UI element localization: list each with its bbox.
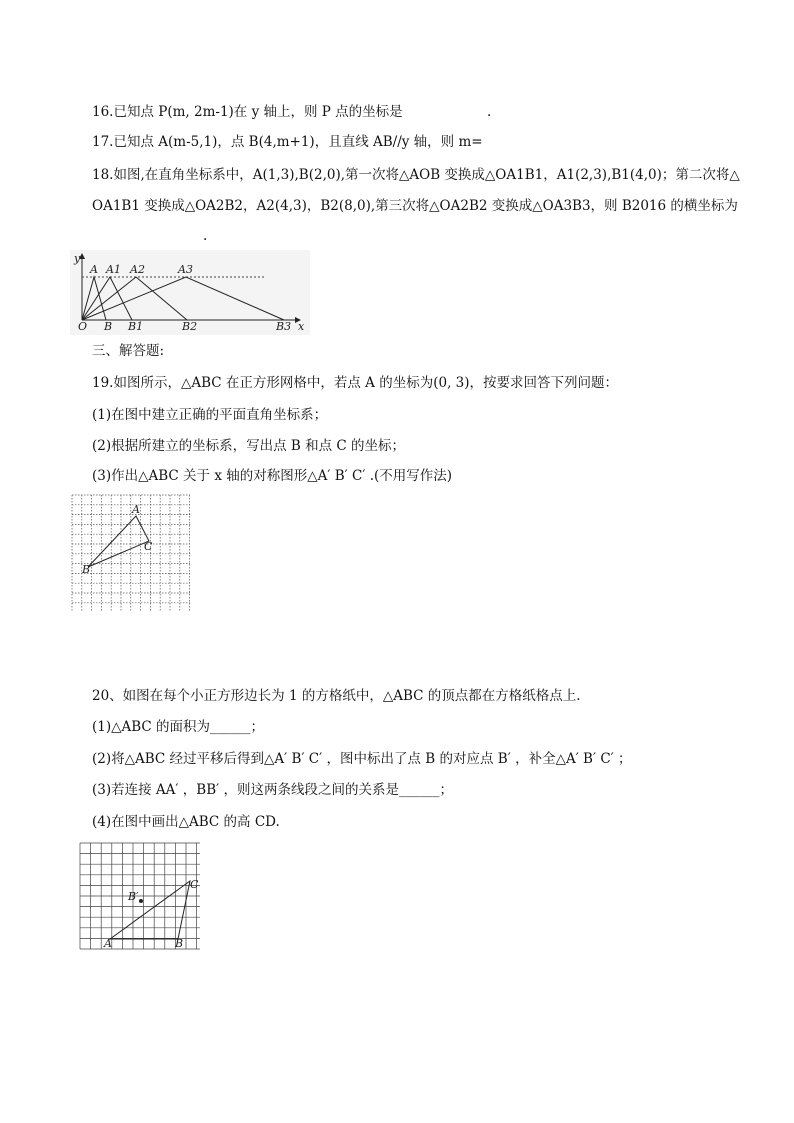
label-b-prime: B′ bbox=[128, 890, 139, 903]
triangle-abc bbox=[110, 881, 190, 939]
question-18-blank-end: . bbox=[203, 228, 208, 244]
label-b: B bbox=[82, 563, 91, 576]
question-20-grid-figure bbox=[80, 843, 200, 950]
question-19-intro: 19.如图所示，△ABC 在正方形网格中，若点 A 的坐标为(0, 3)，按要求回答下列问题： bbox=[92, 375, 619, 391]
label-a1: A1 bbox=[106, 263, 121, 276]
question-18-line-2: OA1B1 变换成△OA2B2，A2(4,3)，B2(8,0),第三次将△OA2B2 变换成△OA3B3，则 B2016 的横坐标为 bbox=[92, 198, 738, 214]
label-a: A bbox=[132, 503, 140, 516]
section-3-title: 三、解答题: bbox=[92, 343, 165, 359]
label-a: A bbox=[90, 263, 98, 276]
label-b2: B2 bbox=[182, 320, 198, 333]
question-19-grid-figure bbox=[72, 495, 192, 613]
question-19-part-3: (3)作出△ABC 关于 x 轴的对称图形△A′ B′ C′ .(不用写作法) bbox=[92, 468, 453, 484]
question-20-intro: 20、如图在每个小正方形边长为 1 的方格纸中，△ABC 的顶点都在方格纸格点上. bbox=[92, 688, 581, 704]
question-20-part-4: (4)在图中画出△ABC 的高 CD. bbox=[92, 814, 280, 830]
question-19-part-1: (1)在图中建立正确的平面直角坐标系； bbox=[92, 407, 328, 423]
label-b3: B3 bbox=[276, 320, 292, 333]
question-17-text: 17.已知点 A(m-5,1)，点 B(4,m+1)，且直线 AB//y 轴，则 m= bbox=[92, 134, 483, 150]
label-b: B bbox=[104, 320, 113, 333]
label-y: y bbox=[74, 252, 81, 265]
question-16-blank-end: . bbox=[487, 104, 492, 120]
question-20-part-2: (2)将△ABC 经过平移后得到△A′ B′ C′ ，图中标出了点 B 的对应点 B′ ，补全△A′ B′ C′ ； bbox=[92, 751, 632, 767]
question-18-figure bbox=[70, 250, 310, 335]
point-b-prime bbox=[139, 899, 143, 903]
label-x: x bbox=[298, 320, 305, 333]
dotted-grid bbox=[72, 495, 190, 612]
label-b1: B1 bbox=[128, 320, 144, 333]
question-17 bbox=[92, 133, 483, 151]
label-c: C bbox=[190, 878, 199, 891]
label-a2: A2 bbox=[130, 263, 145, 276]
label-c: C bbox=[144, 540, 153, 553]
question-19-part-2: (2)根据所建立的坐标系，写出点 B 和点 C 的坐标； bbox=[92, 438, 406, 454]
triangle-abc bbox=[88, 516, 149, 567]
question-18-line-1: 18.如图,在直角坐标系中，A(1,3),B(2,0),第一次将△AOB 变换成△OA1B1，A1(2,3),B1(4,0)；第二次将△ bbox=[92, 167, 740, 183]
question-16-text: 16.已知点 P(m, 2m-1)在 y 轴上，则 P 点的坐标是 bbox=[92, 104, 403, 120]
question-20-part-3: (3)若连接 AA′ ，BB′ ，则这两条线段之间的关系是______； bbox=[92, 782, 453, 798]
label-a: A bbox=[104, 937, 112, 950]
question-20-part-1: (1)△ABC 的面积为______； bbox=[92, 719, 265, 735]
square-grid bbox=[80, 843, 200, 949]
label-a3: A3 bbox=[178, 263, 193, 276]
label-b: B bbox=[175, 937, 184, 950]
question-16 bbox=[92, 103, 492, 121]
label-o: O bbox=[78, 320, 88, 333]
